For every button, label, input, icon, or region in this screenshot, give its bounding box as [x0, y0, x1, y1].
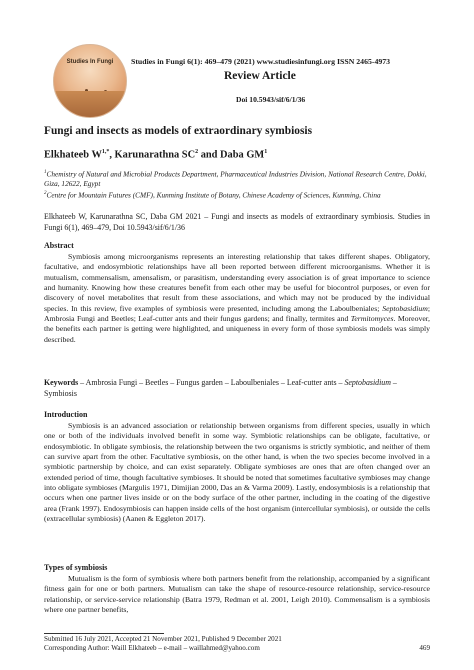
- types-heading: Types of symbiosis: [44, 563, 108, 572]
- keywords-label: Keywords: [44, 378, 79, 387]
- keywords-text: – Symbiosis: [44, 378, 397, 398]
- affiliation-item: [44, 168, 430, 189]
- abstract-italic-term: Septobasidium: [382, 303, 428, 313]
- abstract-heading: Abstract: [44, 241, 74, 250]
- keywords-italic-term: Septobasidium: [344, 378, 391, 387]
- author-name: Daba GM: [220, 149, 265, 161]
- submission-dates: Submitted 16 July 2021, Accepted 21 November 2021, Published 9 December 2021: [44, 635, 282, 643]
- journal-header: Studies in Fungi 6(1): 469–479 (2021) www.studiesinfungi.org ISSN 2465-4973: [131, 57, 391, 66]
- citation: Elkhateeb W, Karunarathna SC, Daba GM 2021 – Fungi and insects as models of extraordinary symbiosis. Studies in Fungi 6(1), 469–479, Doi 10.5943/sif/6/1/36: [44, 212, 430, 232]
- author-separator: ,: [109, 149, 115, 161]
- author-affiliation-mark: 2: [195, 149, 199, 155]
- author-name: Elkhateeb W: [44, 149, 102, 161]
- abstract-body: [44, 252, 430, 345]
- abstract-text: . Moreover, the benefits each partner is getting were highlighted, and uniqueness in every form of those symbiosis models was simply described.: [44, 314, 430, 344]
- journal-logo: [53, 44, 127, 118]
- affiliation-number: 1: [44, 170, 47, 175]
- introduction-body: [44, 421, 430, 524]
- keywords-text: – Ambrosia Fungi – Beetles – Fungus garden – Laboulbeniales – Leaf-cutter ants –: [78, 378, 345, 387]
- types-paragraph: Mutualism is the form of symbiosis where both partners benefit from the relationship, accompanied by a significant fitness gain for one or both partners. Mutualism can take the shape of resource-resource relationship, service-resource relationship, or service-service relationship (Batra 1979, Redman et al. 2001, Leigh 2010). Commensalism is a symbiosis where one partner benefits,: [44, 574, 430, 615]
- article-type: Review Article: [224, 70, 296, 82]
- page-number: 469: [419, 644, 430, 653]
- affiliation-item: [44, 189, 430, 200]
- abstract-text: ; Ambrosia Fungi and Beetles; Leaf-cutter ants and their fungus gardens; and finally, termites and: [44, 303, 430, 324]
- author-name: Karunarathna SC: [114, 149, 196, 161]
- footer-divider: [44, 633, 164, 634]
- author-affiliation-mark: 1,*: [101, 149, 110, 155]
- types-body: [44, 574, 430, 615]
- journal-logo-label: Studies In Fungi: [66, 59, 114, 65]
- logo-ground: [54, 91, 126, 117]
- article-title: Fungi and insects as models of extraordinary symbiosis: [44, 125, 313, 137]
- abstract-italic-term: Termitomyces: [350, 314, 394, 324]
- affiliation-number: 2: [44, 190, 47, 196]
- footer: [44, 635, 430, 654]
- author-separator: and: [198, 149, 221, 161]
- author-list: [44, 149, 267, 160]
- introduction-heading: Introduction: [44, 410, 88, 419]
- keywords: [44, 378, 430, 399]
- affiliation-text: Chemistry of Natural and Microbial Products Department, Pharmaceutical Industries Division, National Research Centre, Dokki, Giza, 12622, Egypt: [44, 169, 427, 189]
- affiliation-text: Centre for Mountain Futures (CMF), Kunming Institute of Botany, Chinese Academy of Sciences, Kunming, China: [46, 190, 381, 200]
- introduction-paragraph: Symbiosis is an advanced association or relationship between organisms from different species, usually in which one or both of the individuals involved benefit in some way. Symbiotic relationships can be obligate, facultative, or endosymbiotic. In obligate symbiosis, the relationship between the two organisms is strictly symbiotic, and neither of them can survive apart from the other. Facultative symbiosis, on the other hand, is when the two species become involved in a symbiotic partnership by choice, and can exist separately. Obligate symbioses are ones that are often changed over an extended period of time, though facultative symbioses. It should be noted that sometimes facultative symbioses may change into obligate symbioses (Margulis 1971, Dimijian 2000, Das an & Varma 2009). Lastly, endosymbiosis is a relationship that occurs when one partner lives inside or on the body surface of the other partner, including in the coating of the digestive area (Frank 1997). Endosymbiosis can happen inside cells of the host organism (intercellular symbiosis), or outside the cells (extracellular symbiosis) (Aanen & Eggleton 2017).: [44, 421, 430, 524]
- abstract-text: Symbiosis among microorganisms represents an interesting relationship that takes different shapes. Obligatory, facultative, and endosymbiotic relationships have all been reported between different microorganisms. Whether it is mutualism, commensalism, amensalism, or parasitism, understanding every association is of great importance to science and humanity. Knowing how these creatures benefit from each other may be useful for biocontrol purposes, or even for discovery of novel metabolites that result from these associations, and which may not be produced by the individual species. In this review, five examples of symbiosis were presented, including among the Laboulbeniales;: [44, 252, 430, 313]
- doi: Doi 10.5943/sif/6/1/36: [236, 95, 306, 104]
- affiliations: [44, 168, 430, 200]
- corresponding-author: Corresponding Author: Waill Elkhateeb – e-mail – waillahmed@yahoo.com: [44, 644, 260, 653]
- author-affiliation-mark: 1: [264, 149, 268, 155]
